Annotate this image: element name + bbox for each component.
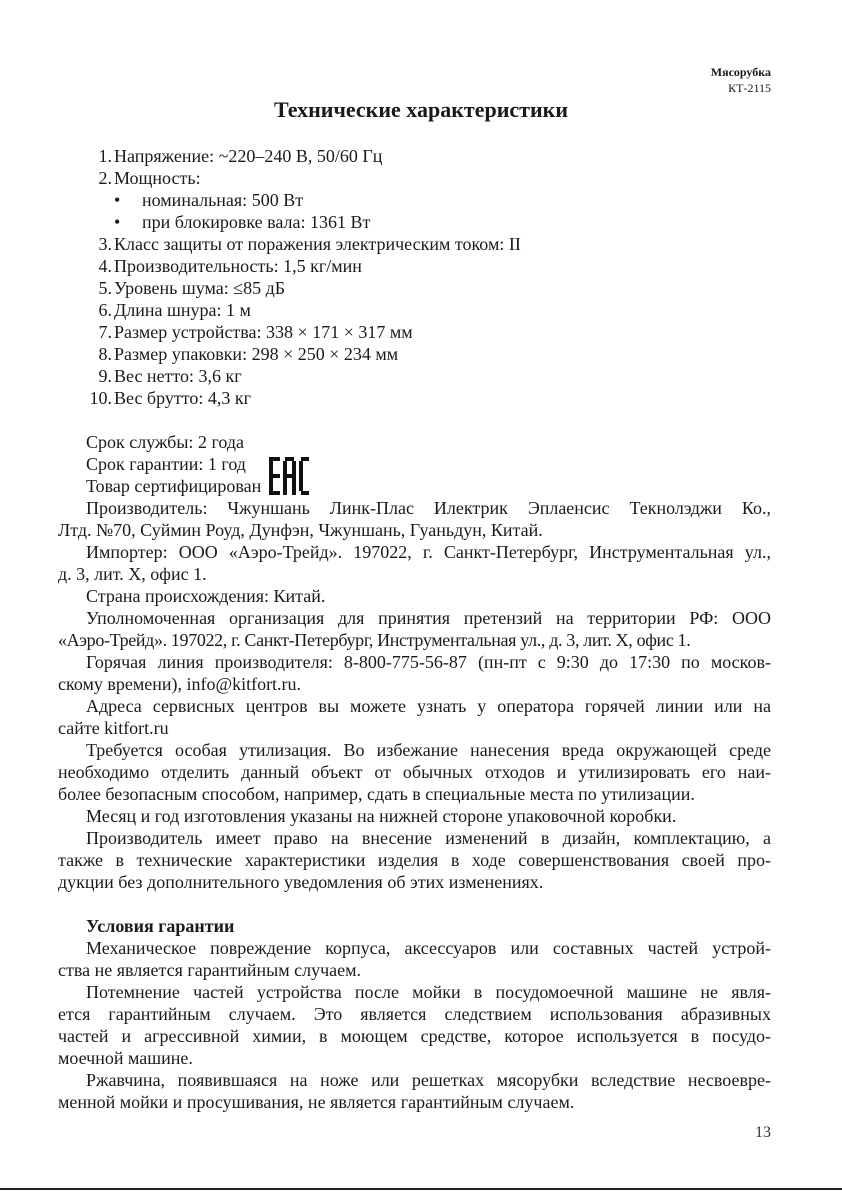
- origin-country: Страна происхождения: Китай.: [86, 586, 326, 606]
- text-line: скому времени), info@kitfort.ru.: [58, 674, 302, 694]
- spec-text: Уровень шума: ≤85 дБ: [114, 278, 286, 298]
- text-line: Импортер: ООО «Аэро-Трейд». 197022, г. Санкт-Петербург, Инструментальная ул.,: [86, 542, 771, 562]
- sub-text: при блокировке вала: 1361 Вт: [142, 212, 371, 232]
- power-sublist: [58, 189, 771, 233]
- text-line: Производитель: Чжуншань Линк-Плас Илектрик Эплаенсис Текнолэджи Ко.,: [86, 498, 771, 518]
- service-centers-paragraph: [58, 695, 771, 739]
- page-header: [711, 64, 771, 96]
- page-number: 13: [755, 1124, 771, 1141]
- spec-item: [58, 233, 771, 255]
- page-title: Технические характеристики: [273, 97, 569, 122]
- eac-logo-icon: [269, 457, 309, 495]
- spec-item: [58, 145, 771, 167]
- spec-text: Вес нетто: 3,6 кг: [114, 366, 242, 386]
- warranty-term: Срок гарантии: 1 год: [86, 454, 246, 474]
- text-line: д. 3, лит. Х, офис 1.: [58, 564, 207, 584]
- text-line: более безопасным способом, например, сдать в специальные места по утилизации.: [58, 784, 695, 804]
- spec-text: Длина шнура: 1 м: [114, 300, 251, 320]
- text-line: сайте kitfort.ru: [58, 718, 169, 738]
- product-name: Мясорубка: [710, 65, 771, 79]
- spec-text: Мощность:: [114, 168, 201, 188]
- spec-item: [58, 321, 771, 343]
- spec-text: Производительность: 1,5 кг/мин: [114, 256, 362, 276]
- bullet-icon: •: [114, 212, 121, 232]
- warranty-conditions-heading: Условия гарантии: [86, 916, 235, 936]
- text-line: Горячая линия производителя: 8-800-775-56-87 (пн-пт с 9:30 до 17:30 по москов-: [86, 652, 771, 672]
- changes-paragraph: [58, 827, 771, 893]
- text-line: Потемнение частей устройства после мойки в посудомоечной машине не явля-: [86, 982, 771, 1002]
- spec-number: 7.: [98, 322, 112, 342]
- manufacture-date: Месяц и год изготовления указаны на нижней стороне упаковочной коробки.: [86, 806, 677, 826]
- spec-text: Размер упаковки: 298 × 250 × 234 мм: [114, 344, 399, 364]
- text-line: «Аэро-Трейд». 197022, г. Санкт-Петербург, Инструментальная ул., д. 3, лит. Х, офис 1.: [58, 630, 691, 650]
- spec-number: 1.: [98, 146, 112, 166]
- spec-item: [58, 343, 771, 365]
- text-line: моечной машине.: [58, 1048, 193, 1068]
- importer-paragraph: [58, 541, 771, 585]
- model-number: КТ-2115: [728, 81, 771, 95]
- spec-item: [58, 365, 771, 387]
- spec-item: [58, 167, 771, 189]
- certified-text: Товар сертифицирован: [86, 476, 262, 496]
- sub-text: номинальная: 500 Вт: [142, 190, 304, 210]
- sub-item: [58, 189, 771, 211]
- spec-item: [58, 299, 771, 321]
- warranty-paragraph: [58, 937, 771, 981]
- disposal-paragraph: [58, 739, 771, 805]
- certification-block: [58, 431, 771, 497]
- text-line: менной мойки и просушивания, не является гарантийным случаем.: [58, 1092, 575, 1112]
- text-line: Производитель имеет право на внесение изменений в дизайн, комплектацию, а: [86, 828, 771, 848]
- bullet-icon: •: [114, 190, 121, 210]
- text-line: ется гарантийным случаем. Это является следствием использования абразивных: [58, 1004, 771, 1024]
- authorized-org-paragraph: [58, 607, 771, 651]
- spec-number: 5.: [98, 278, 112, 298]
- text-line: дукции без дополнительного уведомления об этих изменениях.: [58, 872, 544, 892]
- page-content: [58, 145, 771, 1113]
- service-life: Срок службы: 2 года: [86, 432, 245, 452]
- spec-number: 4.: [98, 256, 112, 276]
- sub-item: [58, 211, 771, 233]
- spec-number: 9.: [98, 366, 112, 386]
- text-line: необходимо отделить данный объект от обычных отходов и утилизировать его наи-: [58, 762, 771, 782]
- spec-text: Вес брутто: 4,3 кг: [114, 388, 251, 408]
- text-line: Уполномоченная организация для принятия претензий на территории РФ: ООО: [86, 608, 771, 628]
- text-line: Лтд. №70, Суймин Роуд, Дунфэн, Чжуншань, Гуаньдун, Китай.: [58, 520, 543, 540]
- spec-text: Размер устройства: 338 × 171 × 317 мм: [114, 322, 413, 342]
- warranty-paragraph: [58, 1069, 771, 1113]
- text-line: ства не является гарантийным случаем.: [58, 960, 362, 980]
- spec-item: [58, 277, 771, 299]
- hotline-paragraph: [58, 651, 771, 695]
- spec-list: [58, 145, 771, 409]
- text-line: Требуется особая утилизация. Во избежание нанесения вреда окружающей среде: [86, 740, 771, 760]
- spec-number: 8.: [98, 344, 112, 364]
- spec-item: [58, 387, 771, 409]
- spec-number: 2.: [98, 168, 112, 188]
- text-line: Механическое повреждение корпуса, аксессуаров или составных частей устрой-: [86, 938, 771, 958]
- text-line: Адреса сервисных центров вы можете узнать у оператора горячей линии или на: [86, 696, 771, 716]
- spec-number: 3.: [98, 234, 112, 254]
- spec-text: Напряжение: ~220–240 В, 50/60 Гц: [114, 146, 383, 166]
- text-line: также в технические характеристики изделия в ходе совершенствования своей про-: [58, 850, 771, 870]
- spec-number: 10.: [89, 388, 112, 408]
- bottom-rule: [0, 1188, 842, 1190]
- manufacturer-paragraph: [58, 497, 771, 541]
- spec-number: 6.: [98, 300, 112, 320]
- spec-text: Класс защиты от поражения электрическим током: II: [114, 234, 521, 254]
- spec-item: [58, 255, 771, 277]
- text-line: Ржавчина, появившаяся на ноже или решетках мясорубки вследствие несвоевре-: [86, 1070, 771, 1090]
- text-line: частей и агрессивной химии, в моющем средстве, которое используется в посудо-: [58, 1026, 771, 1046]
- warranty-paragraph: [58, 981, 771, 1069]
